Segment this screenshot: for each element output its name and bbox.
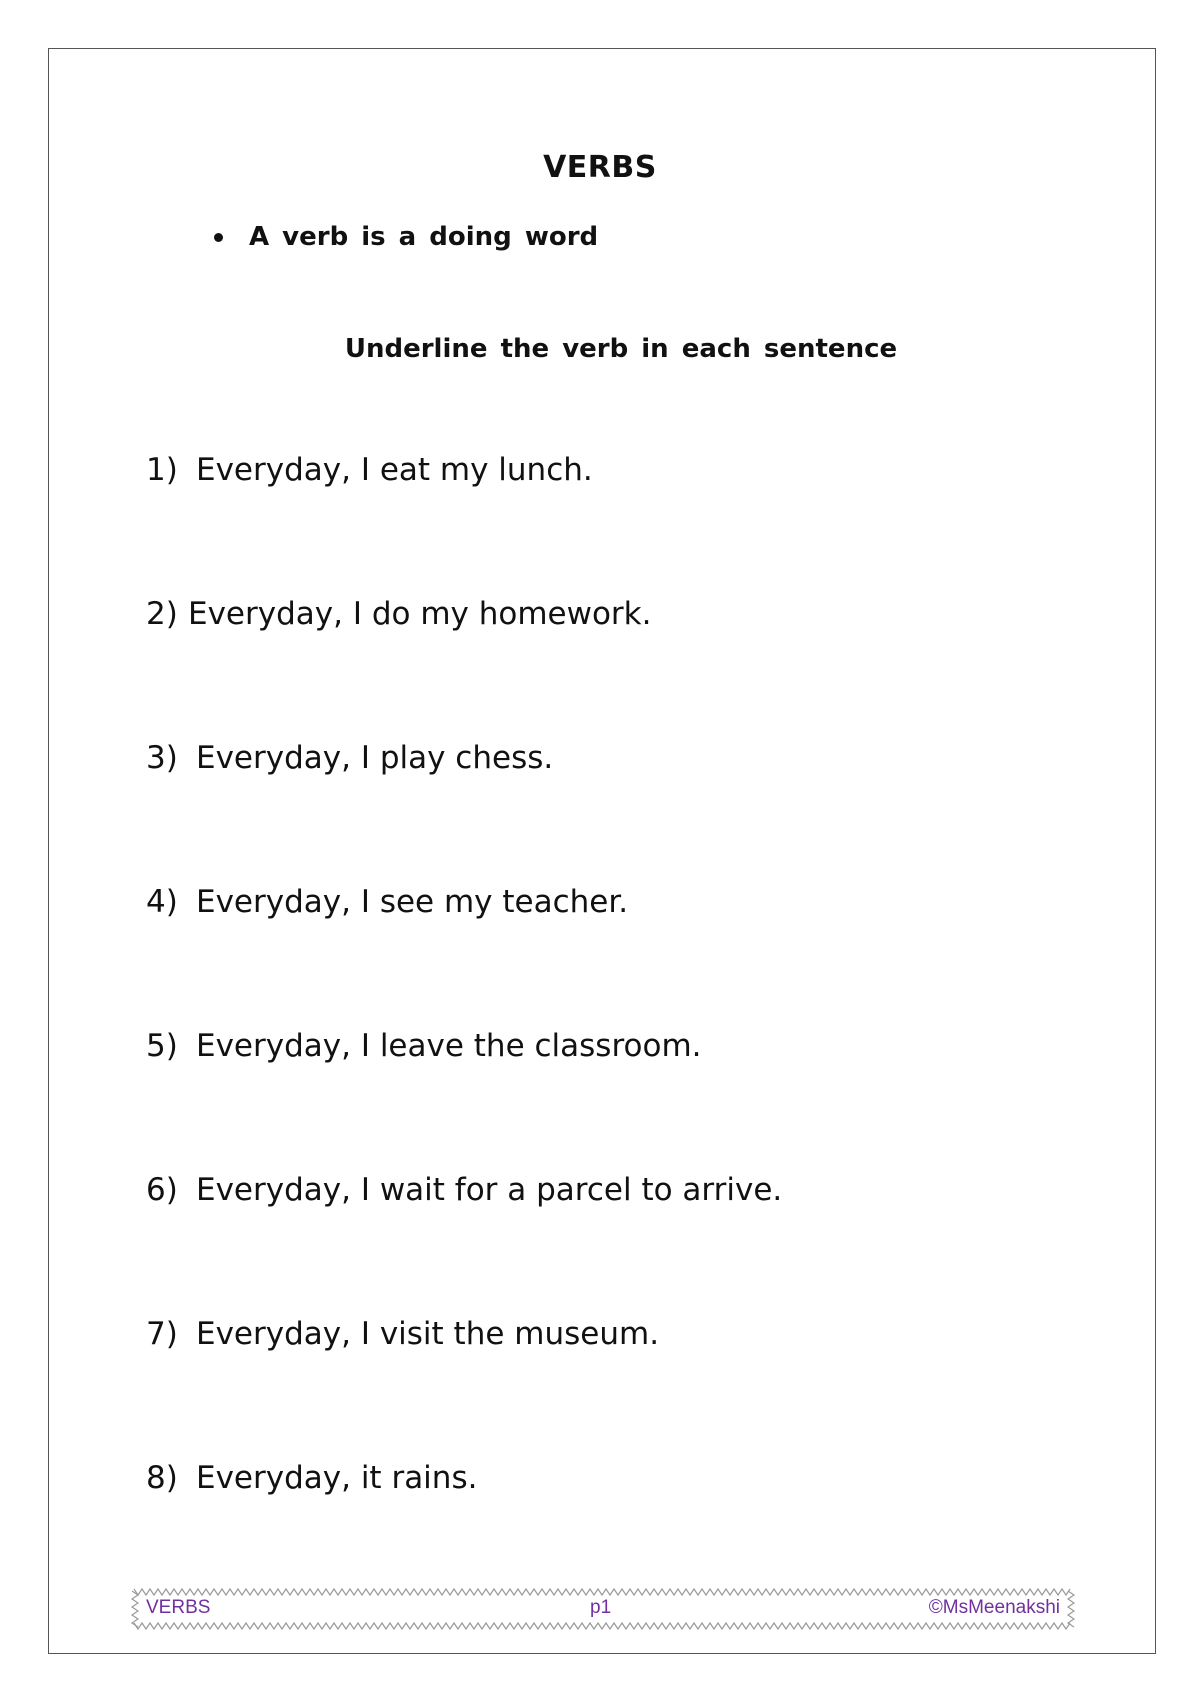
sentence-item xyxy=(146,884,628,920)
definition-bullet xyxy=(214,222,598,252)
sentence-number: 2) xyxy=(146,596,178,632)
sentence-number: 7) xyxy=(146,1316,178,1352)
sentence-number: 3) xyxy=(146,740,178,776)
sentence-item xyxy=(146,740,553,776)
sentence-number: 6) xyxy=(146,1172,178,1208)
definition-text: A verb is a doing word xyxy=(249,222,599,252)
sentence-text: Everyday, I eat my lunch. xyxy=(196,452,593,488)
sentence-text: Everyday, I see my teacher. xyxy=(196,884,629,920)
sentence-text: Everyday, it rains. xyxy=(196,1460,478,1496)
sentence-item xyxy=(146,1172,782,1208)
footer-copyright: ©MsMeenakshi xyxy=(928,1597,1060,1618)
footer-left-label: VERBS xyxy=(146,1597,211,1618)
page-footer xyxy=(130,1587,1076,1631)
footer-page-number: p1 xyxy=(590,1597,612,1618)
sentence-text: Everyday, I leave the classroom. xyxy=(196,1028,702,1064)
sentence-number: 4) xyxy=(146,884,178,920)
worksheet-title: VERBS xyxy=(543,150,657,185)
sentence-number: 1) xyxy=(146,452,178,488)
sentence-item xyxy=(146,596,651,632)
instruction-heading: Underline the verb in each sentence xyxy=(344,334,898,364)
sentence-text: Everyday, I visit the museum. xyxy=(196,1316,660,1352)
sentence-text: Everyday, I play chess. xyxy=(196,740,554,776)
sentence-item xyxy=(146,1028,702,1064)
sentence-number: 5) xyxy=(146,1028,178,1064)
sentence-item xyxy=(146,1460,477,1496)
sentence-item xyxy=(146,452,593,488)
sentence-item xyxy=(146,1316,659,1352)
sentence-text: Everyday, I do my homework. xyxy=(188,596,652,632)
sentence-number: 8) xyxy=(146,1460,178,1496)
bullet-dot-icon xyxy=(214,233,223,242)
sentence-text: Everyday, I wait for a parcel to arrive. xyxy=(196,1172,783,1208)
page-border xyxy=(48,48,1156,1654)
